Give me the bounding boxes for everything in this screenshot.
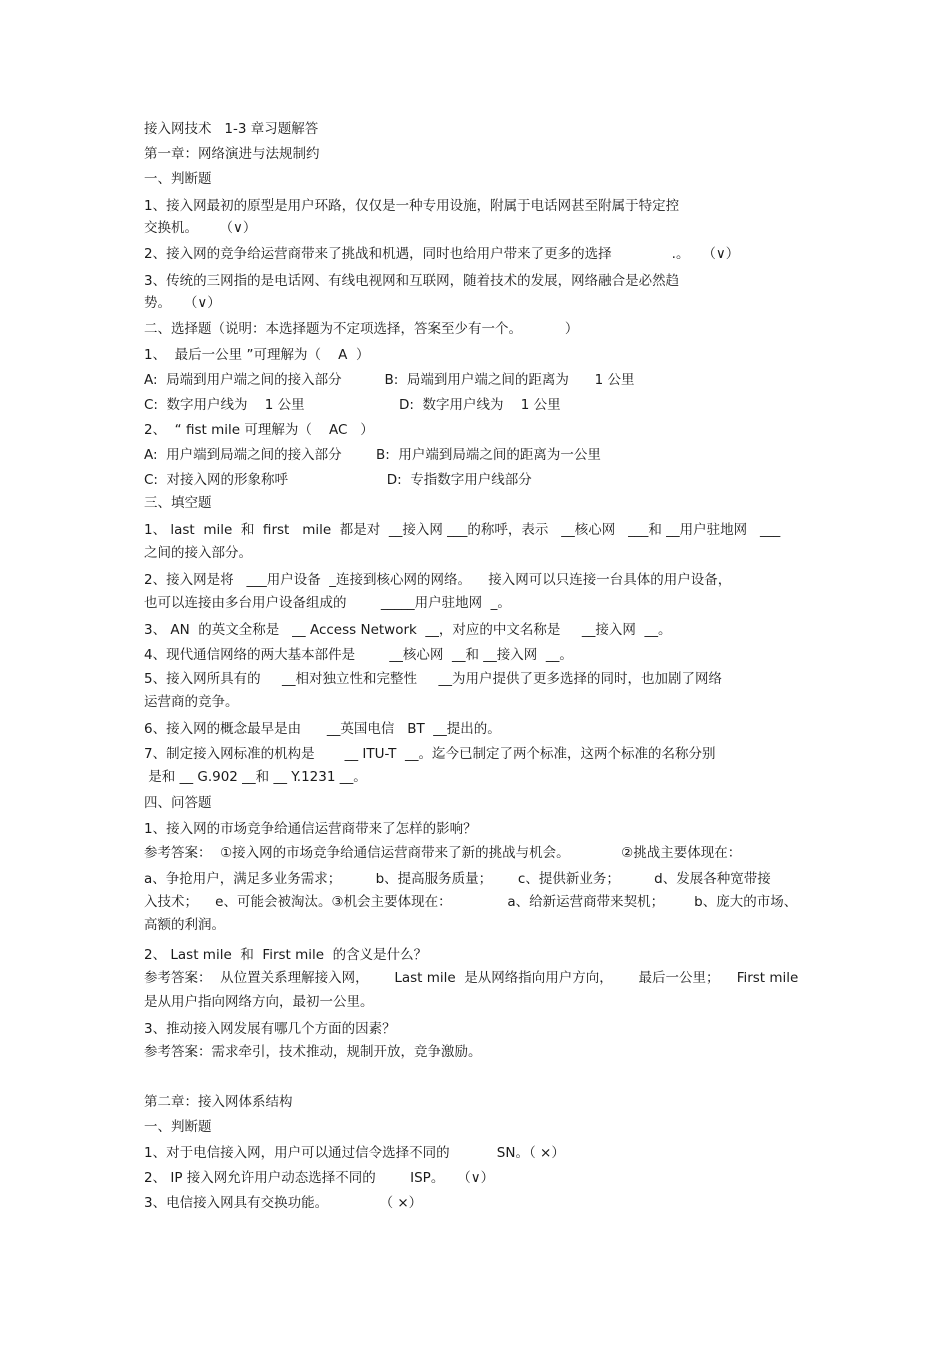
ch1-section4-heading: 四、问答题 <box>144 795 212 811</box>
ch1-s1-q2: 2、接入网的竞争给运营商带来了挑战和机遇，同时也给用户带来了更多的选择 .。 （∨） <box>144 246 740 262</box>
ch1-s3-q1-line1: 1、 last mile 和 first mile 都是对 __接入网 ___的称呼，表示 __核心网 ___和 __用户驻地网 ___ <box>144 522 781 538</box>
ch1-s4-a1-line1: 参考答案： ①接入网的市场竞争给通信运营商带来了新的挑战与机会。 ②挑战主要体现在： <box>144 845 742 861</box>
ch1-s4-q2: 2、 Last mile 和 First mile 的含义是什么？ <box>144 947 428 963</box>
ch1-s1-q3-line1: 3、传统的三网指的是电话网、有线电视网和互联网，随着技术的发展，网络融合是必然趋 <box>144 273 680 289</box>
ch1-s4-q3: 3、推动接入网发展有哪几个方面的因素？ <box>144 1021 396 1037</box>
chapter2-heading: 第二章：接入网体系结构 <box>144 1094 293 1110</box>
ch1-s3-q1-line2: 之间的接入部分。 <box>144 545 252 561</box>
ch1-s2-q1-options-ab: A: 局端到用户端之间的接入部分 B: 局端到用户端之间的距离为 1 公里 <box>144 372 635 388</box>
ch1-s4-a1-line2: a、争抢用户，满足多业务需求； b、提高服务质量； c、提供新业务； d、发展各种宽带接 <box>144 871 771 887</box>
ch2-s1-q3: 3、电信接入网具有交换功能。 （ ×） <box>144 1195 423 1211</box>
ch1-section1-heading: 一、判断题 <box>144 171 212 187</box>
ch1-s1-q1-line1: 1、接入网最初的原型是用户环路，仅仅是一种专用设施，附属于电话网甚至附属于特定控 <box>144 198 680 214</box>
ch1-s4-a3: 参考答案：需求牵引，技术推动，规制开放，竞争激励。 <box>144 1044 482 1060</box>
ch1-s3-q2-line1: 2、接入网是将 ___用户设备 _连接到核心网的网络。 接入网可以只连接一台具体的用户设备， <box>144 572 732 588</box>
ch1-s3-q2-line2: 也可以连接由多台用户设备组成的 _____用户驻地网 _。 <box>144 595 511 611</box>
document-title: 接入网技术 1-3 章习题解答 <box>144 121 319 137</box>
ch1-s2-q1: 1、 最后一公里 ”可理解为（ A ） <box>144 347 370 363</box>
ch1-s4-a2-line1: 参考答案： 从位置关系理解接入网， Last mile 是从网络指向用户方向， 最后一公里； First mile <box>144 970 799 986</box>
ch1-s3-q6: 6、接入网的概念最早是由 __英国电信 BT __提出的。 <box>144 721 501 737</box>
ch1-s1-q3-line2: 势。 （∨） <box>144 295 221 311</box>
ch1-s2-q1-options-cd: C: 数字用户线为 1 公里 D: 数字用户线为 1 公里 <box>144 397 561 413</box>
ch1-s3-q5-line1: 5、接入网所具有的 __相对独立性和完整性 __为用户提供了更多选择的同时，也加剧了网络 <box>144 671 723 687</box>
ch2-s1-q1: 1、对于电信接入网，用户可以通过信令选择不同的 SN。（ ×） <box>144 1145 565 1161</box>
ch1-s3-q4: 4、现代通信网络的两大基本部件是 __核心网 __和 __接入网 __。 <box>144 647 573 663</box>
ch1-s4-a2-line2: 是从用户指向网络方向，最初一公里。 <box>144 994 374 1010</box>
ch2-s1-q2: 2、 IP 接入网允许用户动态选择不同的 ISP。 （∨） <box>144 1170 495 1186</box>
ch1-s2-q2-options-cd: C: 对接入网的形象称呼 D: 专指数字用户线部分 <box>144 472 532 488</box>
ch1-s3-q7-line2: 是和 __ G.902 __和 __ Y.1231 __。 <box>144 769 367 785</box>
ch1-s3-q3: 3、 AN 的英文全称是 __ Access Network __，对应的中文名称是 __接入网 __。 <box>144 622 672 638</box>
ch1-section2-heading: 二、选择题（说明：本选择题为不定项选择，答案至少有一个。 ） <box>144 321 579 337</box>
chapter1-heading: 第一章：网络演进与法规制约 <box>144 146 320 162</box>
ch1-s1-q1-line2: 交换机。 （∨） <box>144 220 257 236</box>
ch1-s3-q7-line1: 7、制定接入网标准的机构是 __ ITU-T __。迄今已制定了两个标准，这两个标准的名称分别 <box>144 746 716 762</box>
ch1-section3-heading: 三、填空题 <box>144 495 212 511</box>
ch1-s4-a1-line3: 入技术； e、可能会被淘汰。③机会主要体现在： a、给新运营商带来契机； b、庞大的市场、 <box>144 894 798 910</box>
ch1-s3-q5-line2: 运营商的竞争。 <box>144 694 239 710</box>
ch1-s4-q1: 1、接入网的市场竞争给通信运营商带来了怎样的影响？ <box>144 821 477 837</box>
ch2-section1-heading: 一、判断题 <box>144 1119 212 1135</box>
ch1-s2-q2-options-ab: A: 用户端到局端之间的接入部分 B: 用户端到局端之间的距离为一公里 <box>144 447 601 463</box>
ch1-s4-a1-line4: 高额的利润。 <box>144 917 225 933</box>
ch1-s2-q2: 2、 “ fist mile 可理解为（ AC ） <box>144 422 374 438</box>
